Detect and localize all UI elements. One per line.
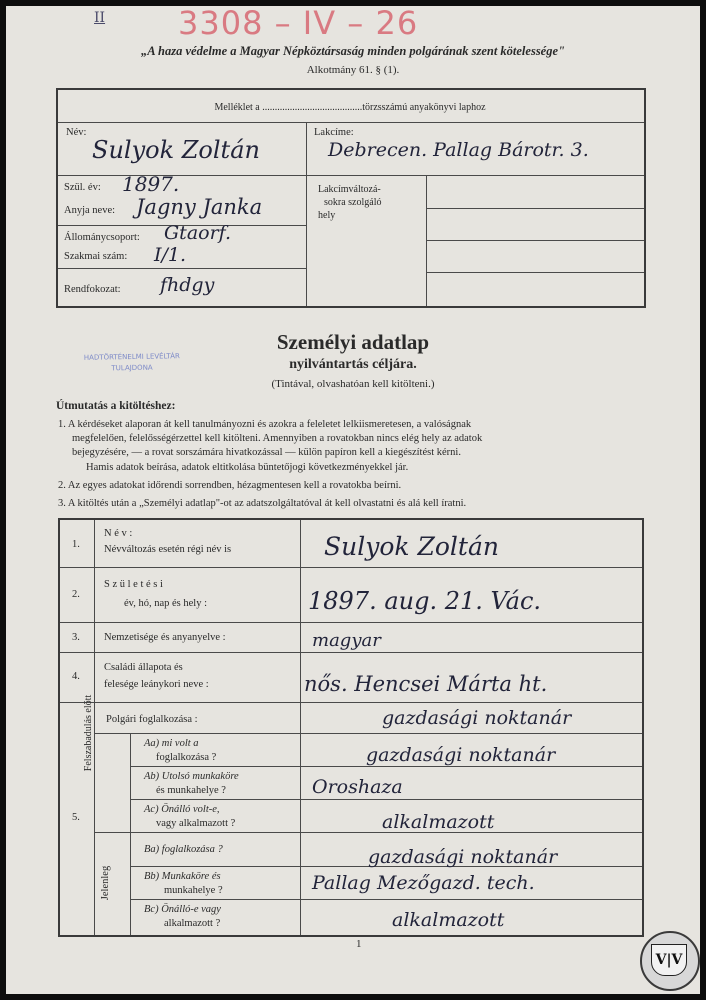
rank-value: fhdgy — [160, 274, 215, 296]
bc-value: alkalmazott — [392, 909, 505, 931]
archive-logo — [640, 931, 700, 991]
page-number: 1 — [356, 938, 362, 950]
row-5-number: 5. — [72, 812, 80, 823]
currently-label: Jelenleg — [100, 865, 111, 901]
constitution-ref: Alkotmány 61. § (1). — [306, 64, 400, 76]
row-3-number: 3. — [72, 632, 80, 643]
row-1-number: 1. — [72, 539, 80, 550]
row-1-label-2: Névváltozás esetén régi név is — [104, 544, 232, 555]
birth-year-value: 1897. — [122, 172, 180, 196]
bb-label-2: munkahelye ? — [164, 885, 223, 896]
row-5-value: gazdasági noktanár — [382, 707, 572, 729]
stamp-line-1: HADTÖRTÉNELMI LEVÉLTÁR — [83, 352, 180, 362]
row-4-label-1: Családi állapota és — [104, 662, 183, 673]
staff-group-value: Gtaorf. — [164, 222, 232, 244]
row-4-value: nős. Hencsei Márta ht. — [304, 672, 548, 696]
staff-group-label: Állománycsoport: — [64, 232, 140, 243]
row-1-label-1: N é v : — [104, 528, 133, 539]
form-subtitle: nyilvántartás céljára. — [289, 357, 417, 372]
instruction-2: 2. Az egyes adatokat időrendi sorrendben, hézagmentesen kell a rovatokba beírni. — [58, 480, 402, 491]
ba-label: Ba) foglalkozása ? — [144, 844, 223, 855]
row-3-value: magyar — [312, 630, 381, 651]
logo-shield-text: V|V — [651, 944, 687, 976]
aa-label-1: Aa) mi volt a — [144, 738, 199, 749]
stamp-line-2: TULAJDONA — [111, 363, 153, 373]
instruction-3: 3. A kitöltés után a „Személyi adatlap"-ot az adatszolgáltatóval át kell olvastatni és alá kell íratni. — [58, 498, 467, 509]
motto: „A haza védelme a Magyar Népköztársaság minden polgárának szent kötelessége" — [141, 44, 565, 58]
row-2-label-2: év, hó, nap és hely : — [124, 598, 208, 609]
ab-label-1: Ab) Utolsó munkaköre — [144, 771, 239, 782]
before-liberation-label: Felszabadulás előtt — [83, 694, 94, 772]
instructions-heading: Útmutatás a kitöltéshez: — [56, 400, 176, 412]
instruction-1-line-1: 1. A kérdéseket alaporan át kell tanulmányozni és azokra a feleletet lelkiismeretesen, a valóságnak — [58, 419, 472, 430]
row-2-number: 2. — [72, 589, 80, 600]
birth-year-label: Szül. év: — [64, 182, 101, 193]
address-value: Debrecen. Pallag Bárotr. 3. — [328, 139, 589, 161]
document-page — [6, 6, 700, 994]
row-5-label: Polgári foglalkozása : — [106, 714, 198, 725]
form-note: (Tintával, olvashatóan kell kitölteni.) — [271, 378, 435, 390]
address-change-label-2: sokra szolgáló — [324, 197, 382, 208]
ab-value: Oroshaza — [312, 776, 403, 798]
bc-label-1: Bc) Önálló-e vagy — [144, 904, 221, 915]
form-title: Személyi adatlap — [276, 330, 430, 354]
ac-label-1: Ac) Önálló volt-e, — [144, 804, 220, 815]
name-label: Név: — [66, 127, 87, 138]
ac-value: alkalmazott — [382, 811, 495, 833]
bb-value: Pallag Mezőgazd. tech. — [312, 872, 535, 894]
ab-label-2: és munkahelye ? — [156, 785, 226, 796]
melleklet-line: Melléklet a ........................................törzsszámú anyakönyvi laphoz — [214, 102, 486, 113]
address-label: Lakcíme: — [314, 127, 354, 138]
row-2-value: 1897. aug. 21. Vác. — [308, 587, 542, 615]
mother-name-value: Jagny Janka — [136, 195, 263, 219]
professional-number-value: I/1. — [154, 244, 187, 266]
rank-label: Rendfokozat: — [64, 284, 121, 295]
row-2-label-1: S z ü l e t é s i — [104, 579, 163, 590]
instruction-1-line-3: bejegyzésére, — a rovat sorszámára hivatkozással — külön papíron kell a kiegészítést kérni. — [72, 447, 461, 458]
instruction-1-line-4: Hamis adatok beírása, adatok eltitkolása büntetőjogi következményekkel jár. — [86, 462, 409, 473]
roman-mark: II — [94, 10, 106, 26]
bc-label-2: alkalmazott ? — [164, 918, 221, 929]
ba-value: gazdasági noktanár — [368, 846, 558, 868]
professional-number-label: Szakmai szám: — [64, 251, 128, 262]
bb-label-1: Bb) Munkaköre és — [144, 871, 221, 882]
row-4-number: 4. — [72, 671, 80, 682]
mother-name-label: Anyja neve: — [64, 205, 116, 216]
row-3-label: Nemzetisége és anyanyelve : — [104, 632, 226, 643]
aa-value: gazdasági noktanár — [366, 744, 556, 766]
address-change-label-1: Lakcímváltozá- — [318, 184, 381, 195]
row-1-value: Sulyok Zoltán — [324, 532, 499, 561]
instruction-1-line-2: megfelelően, felelősségérzettel kell kitölteni. Amennyiben a rovatokban nincs elég hely az adatok — [72, 433, 483, 444]
ac-label-2: vagy alkalmazott ? — [156, 818, 236, 829]
address-change-label-3: hely — [318, 210, 336, 221]
name-value: Sulyok Zoltán — [92, 136, 260, 164]
aa-label-2: foglalkozása ? — [156, 752, 217, 763]
archive-number: 3308 – IV – 26 — [178, 4, 419, 42]
row-4-label-2: felesége leánykori neve : — [104, 679, 209, 690]
